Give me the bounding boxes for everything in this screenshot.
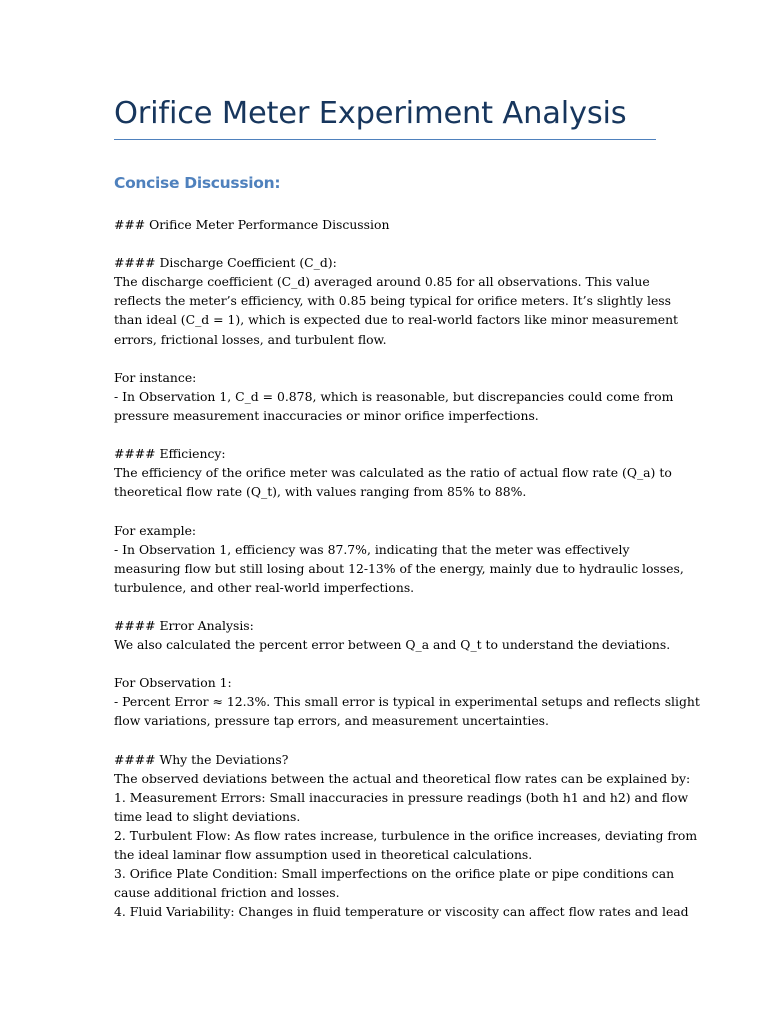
- text-line: measuring flow but still losing about 12-13% of the energy, mainly due to hydraulic losses,: [114, 560, 684, 576]
- section-heading: Concise Discussion:: [114, 174, 281, 192]
- text-line: We also calculated the percent error between Q_a and Q_t to understand the deviations.: [114, 637, 671, 653]
- text-line: pressure measurement inaccuracies or minor orifice imperfections.: [114, 407, 539, 423]
- body-text: [114, 215, 700, 921]
- text-line: flow variations, pressure tap errors, and measurement uncertainties.: [114, 713, 549, 729]
- text-line: time lead to slight deviations.: [114, 808, 301, 824]
- blank-line: [114, 349, 674, 368]
- text-line: 2. Turbulent Flow: As flow rates increase, turbulence in the orifice increases, deviating from: [114, 828, 698, 843]
- text-line: For Observation 1:: [114, 675, 232, 691]
- blank-line: [114, 425, 674, 444]
- text-line: 4. Fluid Variability: Changes in fluid temperature or viscosity can affect flow rates and lead: [114, 904, 689, 920]
- text-line: - In Observation 1, C_d = 0.878, which is reasonable, but discrepancies could come from: [114, 388, 674, 404]
- text-line: cause additional friction and losses.: [114, 885, 340, 901]
- text-line: #### Efficiency:: [114, 446, 226, 462]
- text-line: The discharge coefficient (C_d) averaged around 0.85 for all observations. This value: [114, 274, 650, 290]
- text-line: 1. Measurement Errors: Small inaccuracies in pressure readings (both h1 and h2) and flow: [114, 789, 689, 805]
- blank-line: [114, 654, 674, 673]
- blank-line: [114, 597, 674, 616]
- text-line: 3. Orifice Plate Condition: Small imperfections on the orifice plate or pipe conditions can: [114, 866, 675, 882]
- text-line: theoretical flow rate (Q_t), with values ranging from 85% to 88%.: [114, 484, 527, 500]
- text-line: - In Observation 1, efficiency was 87.7%, indicating that the meter was effectively: [114, 541, 630, 557]
- title-underline: [114, 139, 656, 140]
- text-line: #### Error Analysis:: [114, 617, 254, 633]
- document-title: Orifice Meter Experiment Analysis: [114, 96, 627, 131]
- text-line: For instance:: [114, 369, 197, 385]
- text-line: errors, frictional losses, and turbulent flow.: [114, 331, 387, 347]
- text-line: The observed deviations between the actual and theoretical flow rates can be explained by:: [114, 770, 691, 786]
- blank-line: [114, 731, 674, 750]
- text-line: the ideal laminar flow assumption used in theoretical calculations.: [114, 847, 533, 863]
- blank-line: [114, 234, 674, 253]
- text-line: #### Discharge Coefficient (C_d):: [114, 255, 337, 271]
- text-line: For example:: [114, 522, 197, 538]
- text-line: #### Why the Deviations?: [114, 751, 289, 767]
- text-line: than ideal (C_d = 1), which is expected due to real-world factors like minor measurement: [114, 312, 679, 328]
- text-line: - Percent Error ≈ 12.3%. This small error is typical in experimental setups and reflects slight: [114, 694, 700, 710]
- text-line: turbulence, and other real-world imperfections.: [114, 579, 415, 595]
- text-line: The efficiency of the orifice meter was calculated as the ratio of actual flow rate (Q_a) to: [114, 465, 672, 481]
- text-line: reflects the meter’s efficiency, with 0.85 being typical for orifice meters. It’s slightly less: [114, 293, 671, 309]
- text-line: ### Orifice Meter Performance Discussion: [114, 217, 390, 232]
- blank-line: [114, 501, 674, 520]
